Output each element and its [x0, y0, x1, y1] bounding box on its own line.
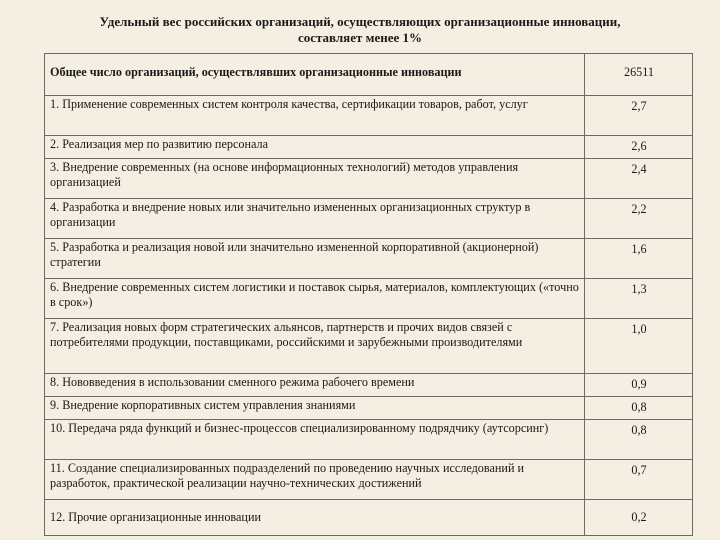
row-label: 11. Создание специализированных подразделений по проведению научных исследований и разработок, практической реализации научно-технических достижений — [45, 460, 585, 500]
row-label: 10. Передача ряда функций и бизнес-процессов специализированному подрядчику (аутсорсинг) — [45, 420, 585, 460]
row-label: 5. Разработка и реализация новой или значительно измененной корпоративной (акционерной) стратегии — [45, 239, 585, 279]
row-label: 4. Разработка и внедрение новых или значительно измененных организационных структур в организации — [45, 199, 585, 239]
table-row — [45, 159, 693, 199]
header-label: Общее число организаций, осуществлявших организационные инновации — [45, 54, 585, 96]
row-value: 2,7 — [585, 96, 693, 136]
row-value: 1,6 — [585, 239, 693, 279]
table-row — [45, 500, 693, 536]
row-label: 9. Внедрение корпоративных систем управления знаниями — [45, 397, 585, 420]
slide-title — [40, 14, 680, 46]
title-line-2: составляет менее 1% — [297, 30, 423, 45]
header-value: 26511 — [585, 54, 693, 96]
table-row — [45, 397, 693, 420]
row-label: 1. Применение современных систем контроля качества, сертификации товаров, работ, услуг — [45, 96, 585, 136]
table-row — [45, 319, 693, 374]
row-value: 0,9 — [585, 374, 693, 397]
table-row — [45, 136, 693, 159]
table-row — [45, 374, 693, 397]
row-label: 3. Внедрение современных (на основе информационных технологий) методов управления организацией — [45, 159, 585, 199]
row-value: 0,2 — [585, 500, 693, 536]
table-row — [45, 420, 693, 460]
title-line-1: Удельный вес российских организаций, осуществляющих организационные инновации, — [99, 14, 621, 29]
table-row — [45, 460, 693, 500]
innovation-table — [44, 53, 693, 536]
row-value: 0,8 — [585, 397, 693, 420]
table-header-row — [45, 54, 693, 96]
row-value: 0,8 — [585, 420, 693, 460]
row-label: 6. Внедрение современных систем логистики и поставок сырья, материалов, комплектующих («точно в срок») — [45, 279, 585, 319]
row-label: 8. Нововведения в использовании сменного режима рабочего времени — [45, 374, 585, 397]
row-label: 12. Прочие организационные инновации — [45, 500, 585, 536]
row-label: 2. Реализация мер по развитию персонала — [45, 136, 585, 159]
table-row — [45, 199, 693, 239]
row-value: 1,3 — [585, 279, 693, 319]
table-row — [45, 239, 693, 279]
row-value: 0,7 — [585, 460, 693, 500]
row-label: 7. Реализация новых форм стратегических альянсов, партнерств и прочих видов связей с потребителями продукции, поставщиками, российскими и зарубежными производителями — [45, 319, 585, 374]
row-value: 2,6 — [585, 136, 693, 159]
table-row — [45, 96, 693, 136]
row-value: 2,4 — [585, 159, 693, 199]
table-row — [45, 279, 693, 319]
row-value: 1,0 — [585, 319, 693, 374]
row-value: 2,2 — [585, 199, 693, 239]
